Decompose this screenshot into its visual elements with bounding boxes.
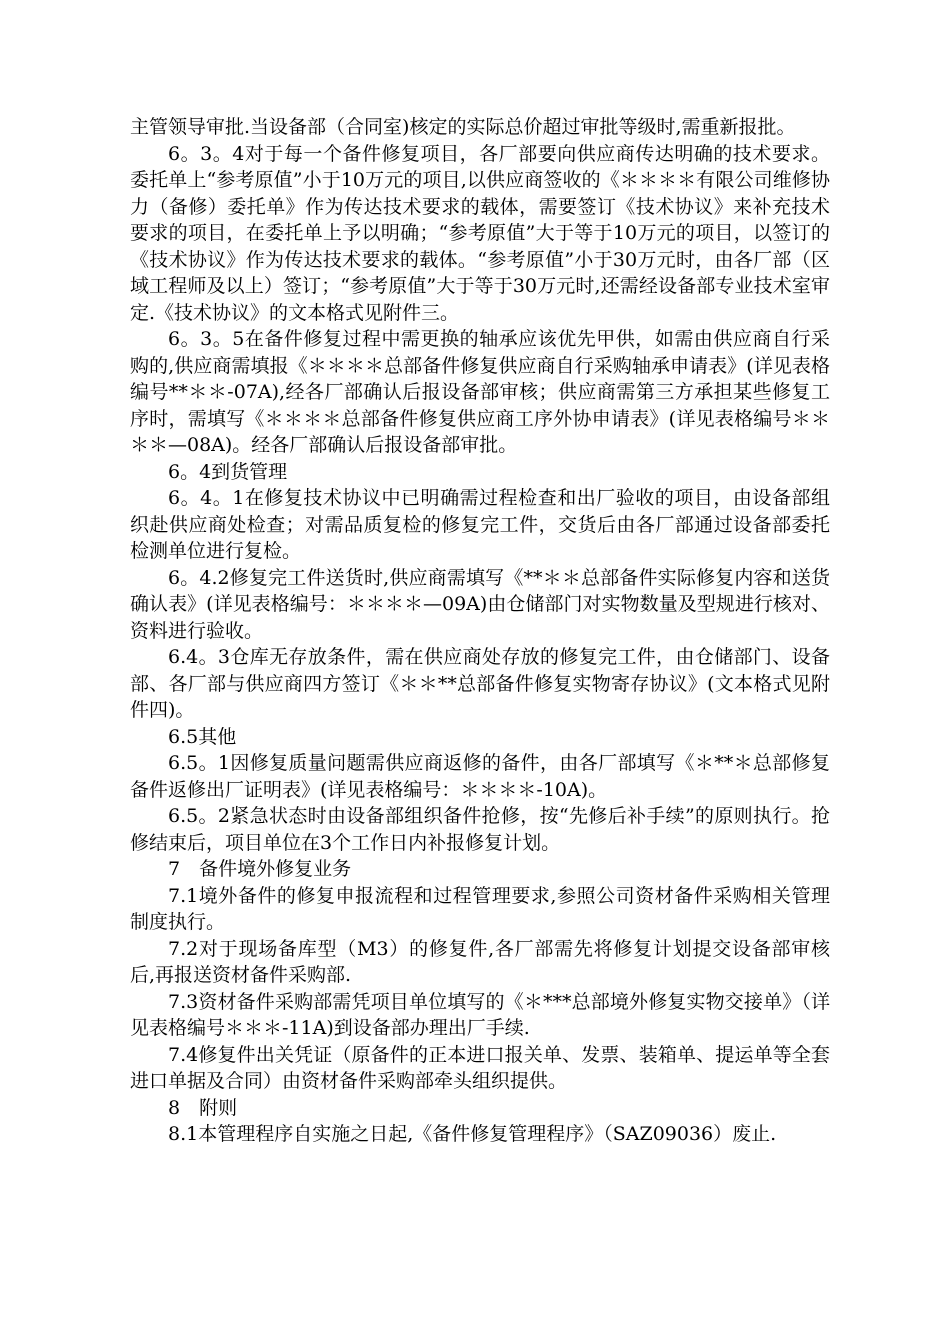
paragraph-6-5-2: 6.5。2紧急状态时由设备部组织备件抢修，按“先修后补手续”的原则执行。抢修结束后，项目单位在3个工作日内补报修复计划。 [130,805,830,854]
heading-6-5: 6.5其他 [168,725,237,748]
heading-section-7: 7 备件境外修复业务 [168,858,352,880]
paragraph-6-3-5: 6。3。5在备件修复过程中需更换的轴承应该优先甲供，如需由供应商自行采购的,供应商需填报《＊＊＊＊总部备件修复供应商自行采购轴承申请表》(详见表格编号**＊＊-07A),经各厂部确认后报设备部审核；供应商需第三方承担某些修复工序时，需填写《＊＊＊＊总部备件修复供应商工序外协申请表》(详见表格编号＊＊＊＊—08A)。经各厂部确认后报设备部审批。 [130,328,830,456]
heading-section-8: 8 附则 [168,1096,238,1119]
paragraph-6-4-3: 6.4。3仓库无存放条件，需在供应商处存放的修复完工件，由仓储部门、设备部、各厂部与供应商四方签订《＊＊**总部备件修复实物寄存协议》(文本格式见附件四)。 [130,646,830,721]
paragraph-6-4-2: 6。4.2修复完工件送货时,供应商需填写《**＊＊总部备件实际修复内容和送货确认表》(详见表格编号：＊＊＊＊—09A)由仓储部门对实物数量及型规进行核对、资料进行验收。 [130,566,830,642]
heading-6-4: 6。4到货管理 [168,460,288,483]
paragraph-6-4-1: 6。4。1在修复技术协议中已明确需过程检查和出厂验收的项目，由设备部组织赴供应商处检查；对需品质复检的修复完工件，交货后由各厂部通过设备部委托检测单位进行复检。 [130,487,830,562]
paragraph-8-1: 8.1本管理程序自实施之日起,《备件修复管理程序》（SAZ09036）废止. [168,1123,777,1145]
paragraph-6-5-1: 6.5。1因修复质量问题需供应商返修的备件，由各厂部填写《＊**＊总部修复备件返修出厂证明表》(详见表格编号：＊＊＊＊-10A)。 [130,752,830,801]
paragraph-7-3: 7.3资材备件采购部需凭项目单位填写的《＊***总部境外修复实物交接单》（详见表格编号＊＊＊-11A)到设备部办理出厂手续. [130,990,830,1039]
document-page [130,114,830,1148]
paragraph-6-3-4: 6。3。4对于每一个备件修复项目，各厂部要向供应商传达明确的技术要求。委托单上“参考原值”小于10万元的项目,以供应商签收的《＊＊＊＊有限公司维修协力（备修）委托单》作为传达技术要求的载体，需要签订《技术协议》来补充技术要求的项目，在委托单上予以明确；“参考原值”大于等于10万元的项目，以签订的《技术协议》作为传达技术要求的载体。“参考原值”小于30万元时，由各厂部（区域工程师及以上）签订；“参考原值”大于等于30万元时,还需经设备部专业技术室审定.《技术协议》的文本格式见附件三。 [130,142,830,324]
paragraph-approval-continuation: 主管领导审批.当设备部（合同室)核定的实际总价超过审批等级时,需重新报批。 [130,116,796,138]
paragraph-7-4: 7.4修复件出关凭证（原备件的正本进口报关单、发票、装箱单、提运单等全套进口单据及合同）由资材备件采购部牵头组织提供。 [130,1043,830,1092]
paragraph-7-1: 7.1境外备件的修复申报流程和过程管理要求,参照公司资材备件采购相关管理制度执行。 [130,884,830,933]
paragraph-7-2: 7.2对于现场备库型（M3）的修复件,各厂部需先将修复计划提交设备部审核后,再报送资材备件采购部. [130,937,830,986]
